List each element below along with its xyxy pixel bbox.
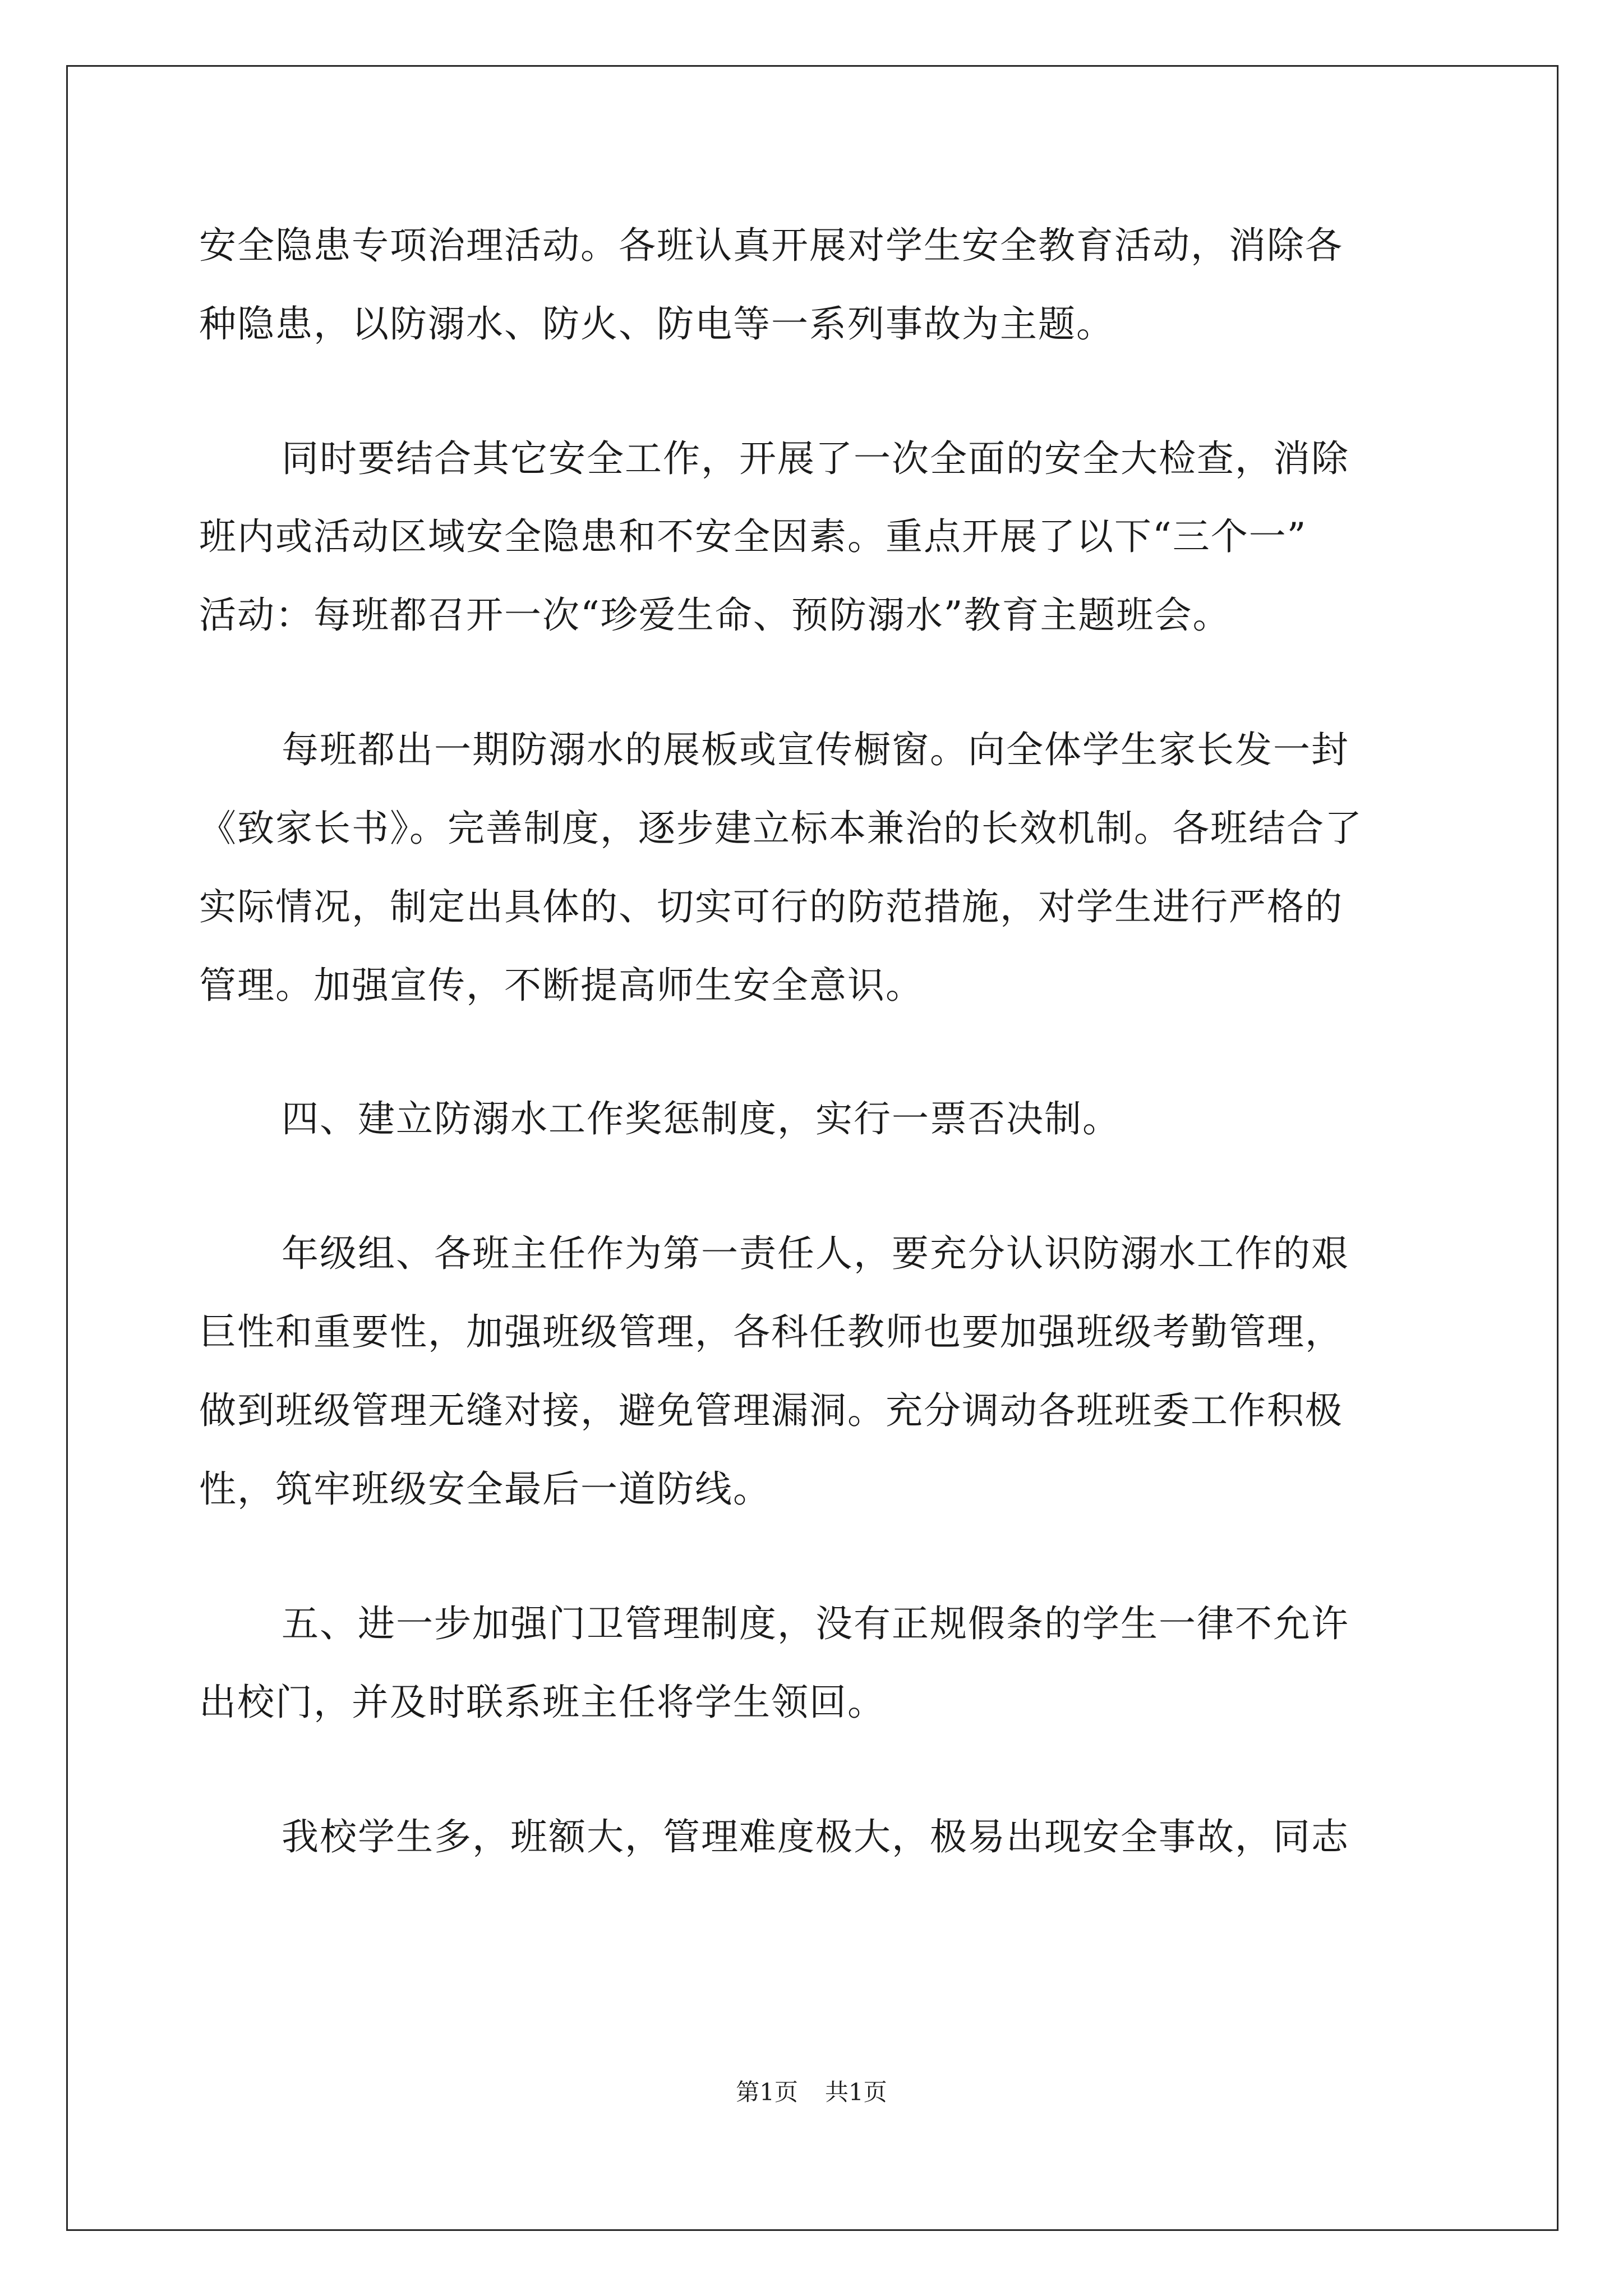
text-line: 安全隐患专项治理活动。各班认真开展对学生安全教育活动，消除各 — [199, 224, 1343, 267]
text-line: 管理。加强宣传，不断提高师生安全意识。 — [199, 964, 924, 1007]
text-line: 五、进一步加强门卫管理制度，没有正规假条的学生一律不允许 — [282, 1602, 1349, 1645]
page-number: 第1页 — [736, 2078, 798, 2106]
text-line: 性，筑牢班级安全最后一道防线。 — [199, 1467, 771, 1511]
text-line: 年级组、各班主任作为第一责任人，要充分认识防溺水工作的艰 — [282, 1232, 1349, 1275]
text-line: 活动：每班都召开一次“珍爱生命、预防溺水”教育主题班会。 — [199, 593, 1231, 637]
text-line: 每班都出一期防溺水的展板或宣传橱窗。向全体学生家长发一封 — [282, 728, 1349, 771]
page-border — [66, 65, 1559, 2231]
page-total: 共1页 — [825, 2078, 887, 2106]
text-line: 班内或活动区域安全隐患和不安全因素。重点开展了以下“三个一” — [199, 515, 1307, 558]
text-line: 实际情况，制定出具体的、切实可行的防范措施，对学生进行严格的 — [199, 885, 1343, 928]
text-line: 四、建立防溺水工作奖惩制度，实行一票否决制。 — [282, 1097, 1121, 1140]
text-line: 巨性和重要性，加强班级管理，各科任教师也要加强班级考勤管理， — [199, 1310, 1343, 1354]
text-line: 种隐患，以防溺水、防火、防电等一系列事故为主题。 — [199, 302, 1114, 346]
text-line: 同时要结合其它安全工作，开展了一次全面的安全大检查，消除 — [282, 437, 1349, 480]
page-footer — [0, 2078, 1623, 2106]
text-line: 我校学生多，班额大，管理难度极大，极易出现安全事故，同志 — [282, 1815, 1349, 1858]
text-line: 出校门，并及时联系班主任将学生领回。 — [199, 1681, 886, 1724]
text-line: 《致家长书》。完善制度，逐步建立标本兼治的长效机制。各班结合了 — [199, 807, 1363, 850]
text-line: 做到班级管理无缝对接，避免管理漏洞。充分调动各班班委工作积极 — [199, 1389, 1343, 1432]
